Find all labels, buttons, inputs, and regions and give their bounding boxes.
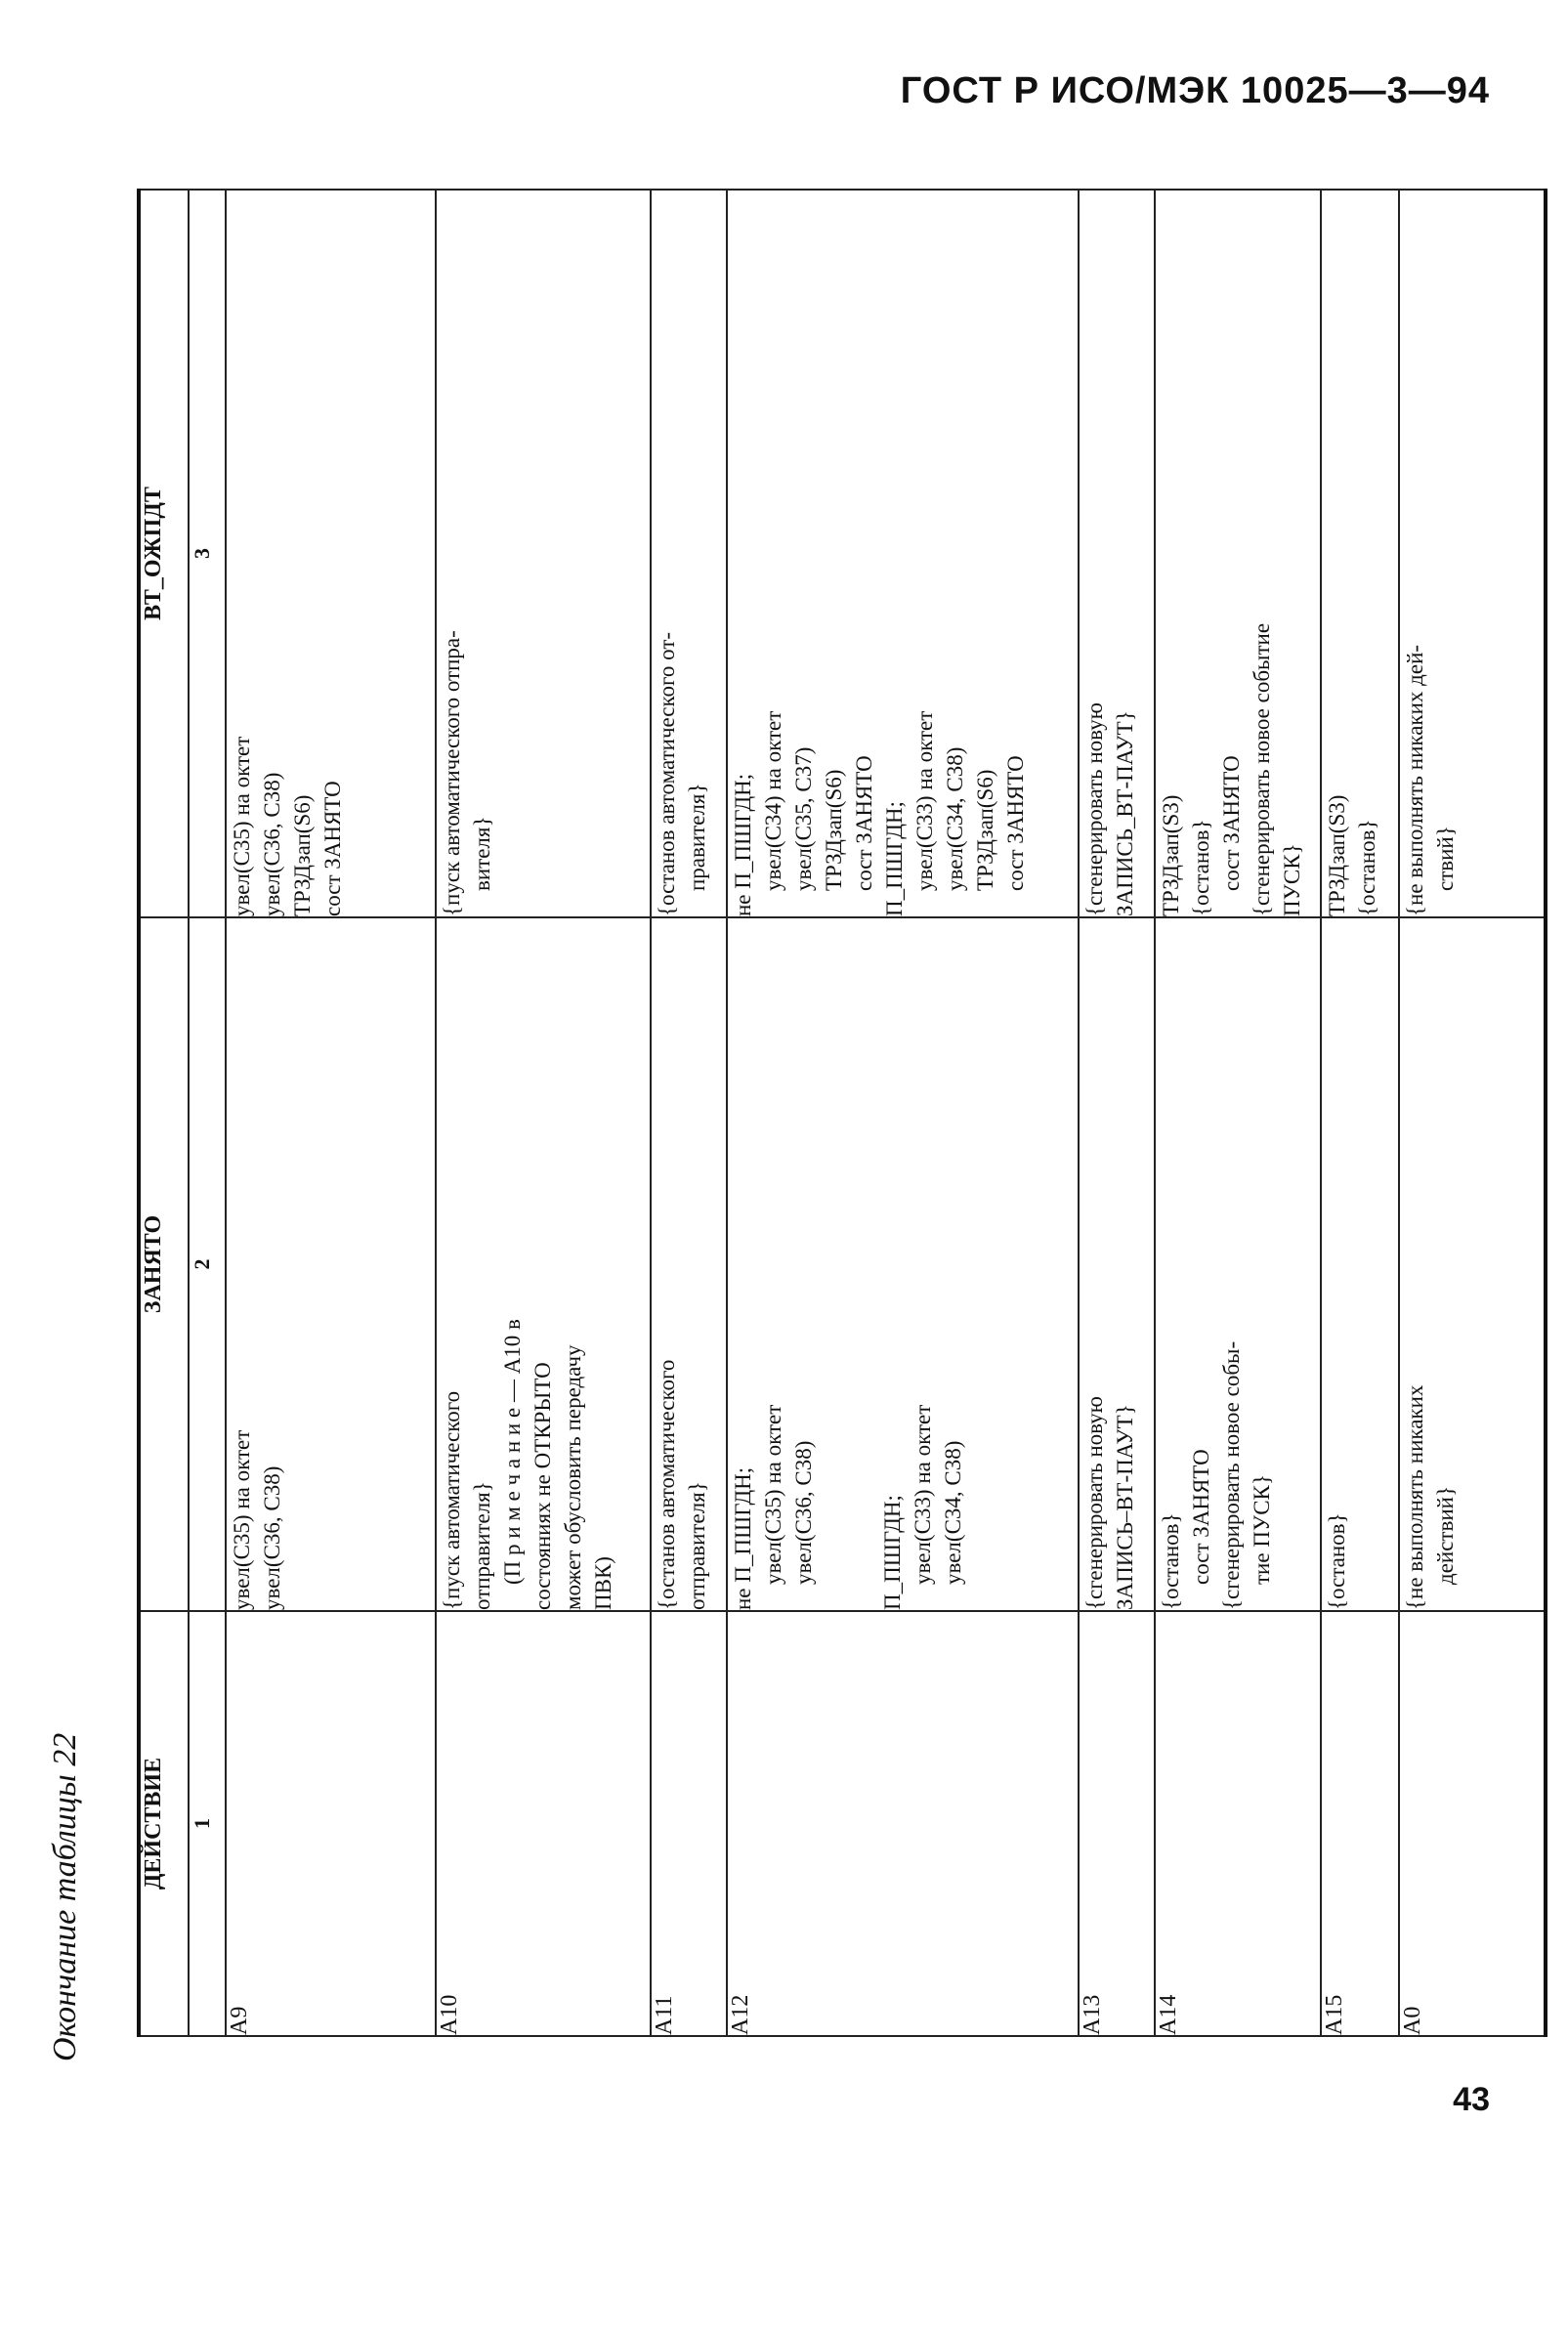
- cell-line: {пуск автоматического отпра-: [440, 630, 464, 916]
- table-caption: Окончание таблицы 22: [47, 1732, 83, 2061]
- table-row: [1079, 190, 1155, 2036]
- cell-line: увел(С35, С37): [791, 746, 816, 891]
- cell-line: {останов автоматического: [655, 1359, 679, 1610]
- cell-line: {сгенерировать новую: [1082, 702, 1107, 916]
- action-code-cell: А12: [727, 1611, 1079, 2036]
- cell-line: П_ПШГДН;: [882, 801, 907, 916]
- table-row: [1155, 190, 1321, 2036]
- cell-line: правителя}: [685, 783, 709, 891]
- wait-state-cell: [1399, 190, 1546, 917]
- cell-line: ствий}: [1433, 826, 1458, 891]
- busy-state-cell: [1079, 917, 1155, 1611]
- busy-state-cell: [1321, 917, 1399, 1611]
- busy-state-cell: [651, 917, 727, 1611]
- cell-line: {останов}: [1159, 1512, 1183, 1610]
- cell-line: [848, 918, 877, 1610]
- action-code-cell: А13: [1079, 1611, 1155, 2036]
- action-code-cell: А15: [1321, 1611, 1399, 2036]
- cell-line: ПУСК}: [1280, 843, 1304, 916]
- cell-line: отправителя}: [685, 1481, 709, 1610]
- cell-line: не П_ПШГДН;: [731, 1466, 755, 1610]
- cell-line: увел(С36, С38): [260, 1465, 284, 1610]
- table-row: [727, 190, 1079, 2036]
- standard-header: ГОСТ Р ИСО/МЭК 10025—3—94: [900, 70, 1490, 111]
- rotated-table-container: [137, 191, 1475, 2037]
- page-number: 43: [1453, 2081, 1490, 2118]
- cell-line: сост ЗАНЯТО: [1219, 755, 1244, 891]
- cell-line: {сгенерировать новое событие: [1250, 622, 1274, 916]
- cell-line: не П_ПШГДН;: [731, 773, 755, 916]
- column-header-busy: ЗАНЯТО: [139, 917, 189, 1611]
- cell-line: ТРЗДзап(S3): [1159, 794, 1183, 916]
- wait-state-cell: [1155, 190, 1321, 917]
- cell-line: отправителя}: [470, 1481, 494, 1610]
- action-code-cell: А9: [226, 1611, 436, 2036]
- cell-line: (П р и м е ч а н и е — А10 в: [500, 1319, 525, 1585]
- table-number-row: [189, 190, 226, 2036]
- cell-line: {останов}: [1189, 819, 1213, 916]
- column-number-3: 3: [189, 190, 226, 917]
- cell-line: ПВК): [591, 1556, 615, 1610]
- cell-line: может обусловить передачу: [561, 1344, 585, 1610]
- table-row: [1321, 190, 1399, 2036]
- cell-line: сост ЗАНЯТО: [320, 781, 345, 916]
- table-row: [1399, 190, 1546, 2036]
- table-row: [651, 190, 727, 2036]
- cell-line: увел(С34, С38): [941, 1440, 965, 1585]
- cell-line: ТРЗДзап(S3): [1325, 794, 1349, 916]
- cell-line: увел(С35) на октет: [230, 736, 254, 916]
- cell-line: {сгенерировать новое собы-: [1219, 1340, 1244, 1610]
- cell-line: увел(С33) на октет: [911, 1404, 935, 1585]
- cell-line: увел(С33) на октет: [912, 710, 937, 891]
- cell-line: {останов}: [1325, 1512, 1349, 1610]
- action-table: [137, 189, 1547, 2037]
- action-code-cell: А10: [436, 1611, 651, 2036]
- cell-line: тие ПУСК}: [1250, 1474, 1274, 1585]
- cell-line: {не выполнять никаких дей-: [1403, 644, 1427, 916]
- cell-line: вителя}: [470, 816, 494, 891]
- cell-line: увел(С36, С38): [791, 1440, 816, 1585]
- column-header-action: ДЕЙСТВИЕ: [139, 1611, 189, 2036]
- cell-line: ТРЗДзап(S6): [973, 769, 997, 891]
- wait-state-cell: [1079, 190, 1155, 917]
- cell-line: ЗАПИСЬ_ВТ-ПАУТ}: [1113, 710, 1137, 916]
- busy-state-cell: [436, 917, 651, 1611]
- cell-line: {останов автоматического от-: [655, 631, 679, 916]
- table-row: [436, 190, 651, 2036]
- table-header-row: [139, 190, 189, 2036]
- cell-line: П_ПШГДН;: [880, 1495, 905, 1610]
- column-number-1: 1: [189, 1611, 226, 2036]
- table-row: [226, 190, 436, 2036]
- column-number-2: 2: [189, 917, 226, 1611]
- cell-line: увел(С35) на октет: [230, 1429, 254, 1610]
- cell-line: {сгенерировать новую: [1082, 1396, 1107, 1610]
- cell-line: действий}: [1433, 1486, 1458, 1585]
- action-code-cell: А0: [1399, 1611, 1546, 2036]
- action-code-cell: А14: [1155, 1611, 1321, 2036]
- wait-state-cell: [436, 190, 651, 917]
- busy-state-cell: [1399, 917, 1546, 1611]
- cell-line: увел(С35) на октет: [761, 1404, 785, 1585]
- busy-state-cell: [727, 917, 1079, 1611]
- busy-state-cell: [226, 917, 436, 1611]
- cell-line: сост ЗАНЯТО: [1189, 1449, 1213, 1585]
- cell-line: {не выполнять никаких: [1403, 1384, 1427, 1610]
- cell-line: сост ЗАНЯТО: [1003, 755, 1028, 891]
- wait-state-cell: [1321, 190, 1399, 917]
- column-header-wait: ВТ_ОЖПДТ: [139, 190, 189, 917]
- wait-state-cell: [226, 190, 436, 917]
- cell-line: увел(С34, С38): [943, 746, 967, 891]
- cell-line: ТРЗДзап(S6): [290, 794, 315, 916]
- cell-line: состояниях не ОТКРЫТО: [530, 1362, 555, 1610]
- cell-line: сост ЗАНЯТО: [852, 755, 876, 891]
- busy-state-cell: [1155, 917, 1321, 1611]
- cell-line: ЗАПИСЬ–ВТ-ПАУТ}: [1113, 1404, 1137, 1610]
- cell-line: {пуск автоматического: [440, 1390, 464, 1610]
- cell-line: [819, 918, 848, 1610]
- action-code-cell: А11: [651, 1611, 727, 2036]
- cell-line: увел(С34) на октет: [761, 710, 785, 891]
- wait-state-cell: [651, 190, 727, 917]
- cell-line: увел(С36, С38): [260, 772, 284, 916]
- cell-line: ТРЗДзап(S6): [822, 769, 846, 891]
- wait-state-cell: [727, 190, 1079, 917]
- cell-line: {останов}: [1355, 819, 1379, 916]
